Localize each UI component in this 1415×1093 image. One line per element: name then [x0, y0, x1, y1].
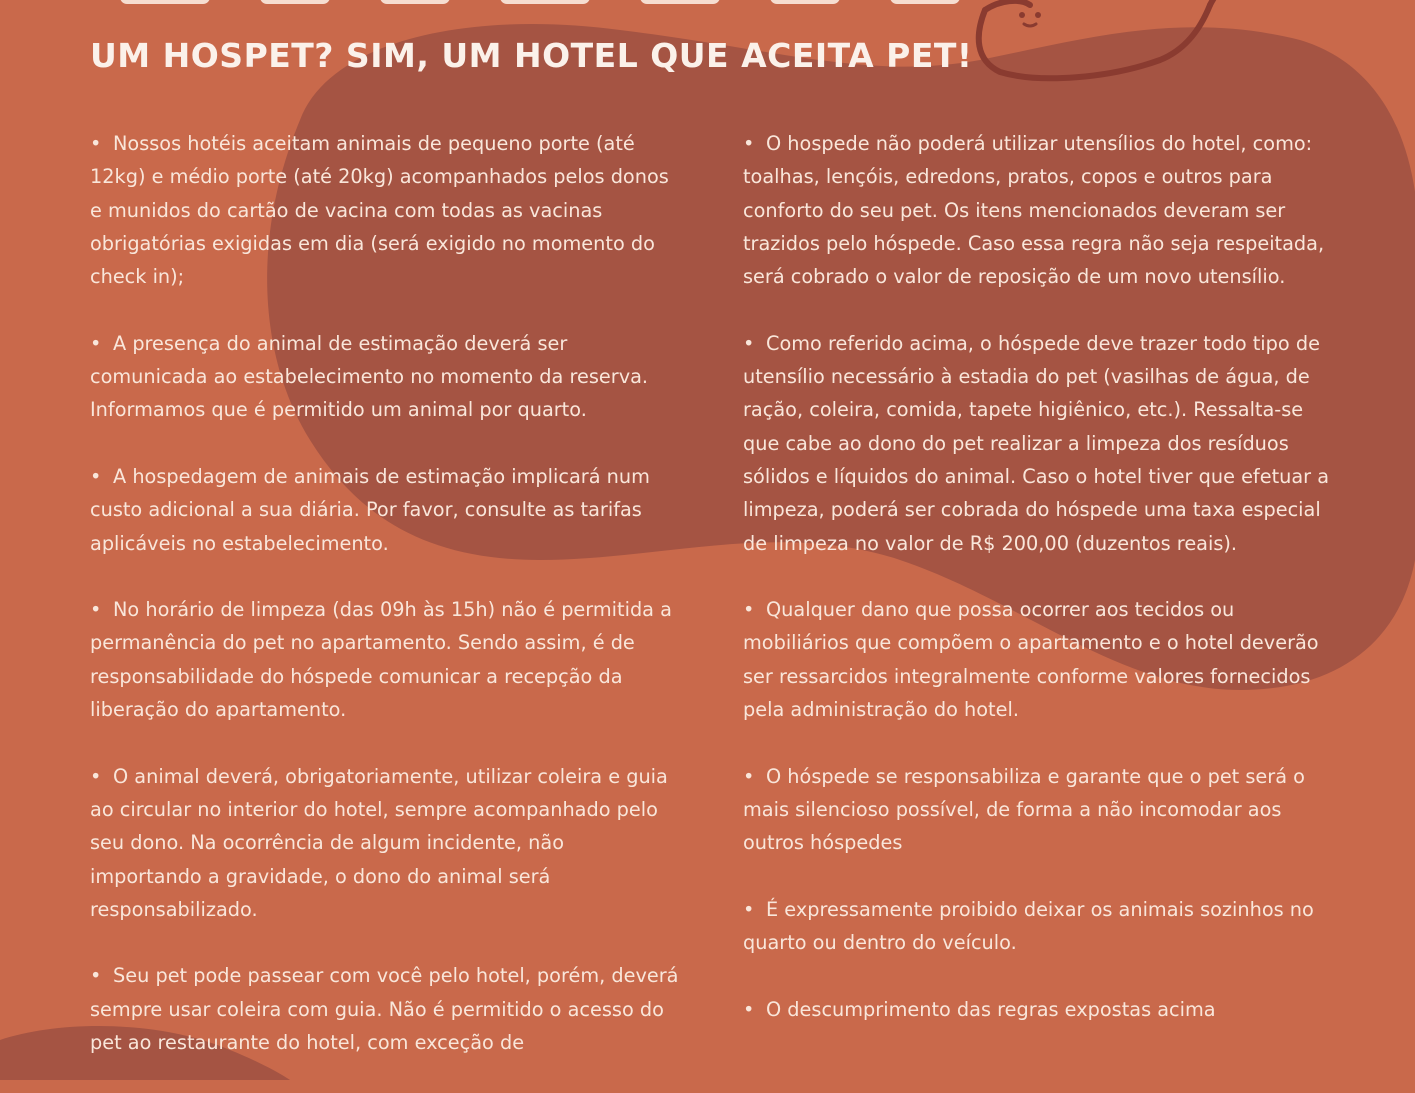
rule-item — [90, 760, 680, 926]
rule-text: O hóspede se responsabiliza e garante que o pet será o mais silencioso possível, de forma a não incomodar aos outros hóspedes — [743, 764, 1305, 855]
rule-item — [743, 593, 1333, 726]
rule-text: O animal deverá, obrigatoriamente, utilizar coleira e guia ao circular no interior do hotel, sempre acompanhado pelo seu dono. Na ocorrência de algum incidente, não importando a gravidade, o dono do animal será responsabilizado. — [90, 764, 668, 921]
bullet-icon: • — [90, 132, 102, 155]
bullet-icon: • — [743, 897, 755, 921]
bullet-icon: • — [90, 464, 102, 488]
rule-text: Como referido acima, o hóspede deve trazer todo tipo de utensílio necessário à estadia do pet (vasilhas de água, de ração, coleira, comida, tapete higiênico, etc.). Ressalta-se que cabe ao dono do pet realizar a limpeza dos resíduos sólidos e líquidos do animal. Caso o hotel tiver que efetuar a limpeza, poderá ser cobrada do hóspede uma taxa especial de limpeza no valor de R$ 200,00 (duzentos reais). — [743, 331, 1330, 555]
rule-item — [743, 993, 1333, 1026]
rule-item — [90, 327, 680, 427]
bullet-icon: • — [90, 598, 102, 622]
rule-item — [743, 893, 1333, 960]
rule-text: Seu pet pode passear com você pelo hotel, porém, deverá sempre usar coleira com guia. Não é permitido o acesso do pet ao restaurante do hotel, com exceção de — [90, 964, 679, 1055]
rule-text: Nossos hotéis aceitam animais de pequeno porte (até 12kg) e médio porte (até 20kg) acompanhados pelos donos e munidos do cartão de vacina com todas as vacinas obrigatórias exigidas em dia (será exigido no momento do check in); — [90, 132, 669, 289]
bullet-icon: • — [743, 331, 755, 355]
rule-item — [90, 593, 680, 726]
cat-doodle-icon — [960, 0, 1230, 90]
bullet-icon: • — [743, 997, 755, 1021]
bullet-icon: • — [90, 964, 102, 988]
rules-column-left — [90, 127, 680, 1093]
bullet-icon: • — [743, 132, 755, 155]
rule-item — [90, 460, 680, 560]
rule-text: A hospedagem de animais de estimação implicará num custo adicional a sua diária. Por favor, consulte as tarifas aplicáveis no estabelecimento. — [90, 464, 650, 555]
rule-item — [90, 127, 680, 293]
bullet-icon: • — [90, 764, 102, 788]
rules-column-right — [743, 127, 1333, 1059]
rule-text: No horário de limpeza (das 09h às 15h) não é permitida a permanência do pet no apartamento. Sendo assim, é de responsabilidade do hóspede comunicar a recepção da liberação do apartamento. — [90, 598, 672, 722]
bullet-icon: • — [743, 764, 755, 788]
rule-item — [90, 959, 680, 1059]
bullet-icon: • — [743, 598, 755, 622]
page-headline: UM HOSPET? SIM, UM HOTEL QUE ACEITA PET! — [90, 36, 973, 75]
rule-item — [743, 760, 1333, 860]
bullet-icon: • — [90, 331, 102, 355]
rule-item — [743, 327, 1333, 560]
rule-text: O descumprimento das regras expostas acima — [766, 997, 1216, 1021]
rule-text: É expressamente proibido deixar os animais sozinhos no quarto ou dentro do veículo. — [743, 897, 1314, 955]
rule-text: Qualquer dano que possa ocorrer aos tecidos ou mobiliários que compõem o apartamento e o hotel deverão ser ressarcidos integralmente conforme valores fornecidos pela administração do hotel. — [743, 598, 1319, 722]
rule-item — [743, 127, 1333, 293]
rule-text: A presença do animal de estimação deverá ser comunicada ao estabelecimento no momento da reserva. Informamos que é permitido um animal por quarto. — [90, 331, 649, 422]
title-letters-fragment — [110, 0, 970, 6]
rule-text: O hospede não poderá utilizar utensílios do hotel, como: toalhas, lençóis, edredons, pratos, copos e outros para conforto do seu pet. Os itens mencionados deveram ser trazidos pelo hóspede. Caso essa regra não seja respeitada, será cobrado o valor de reposição de um novo utensílio. — [743, 132, 1325, 289]
